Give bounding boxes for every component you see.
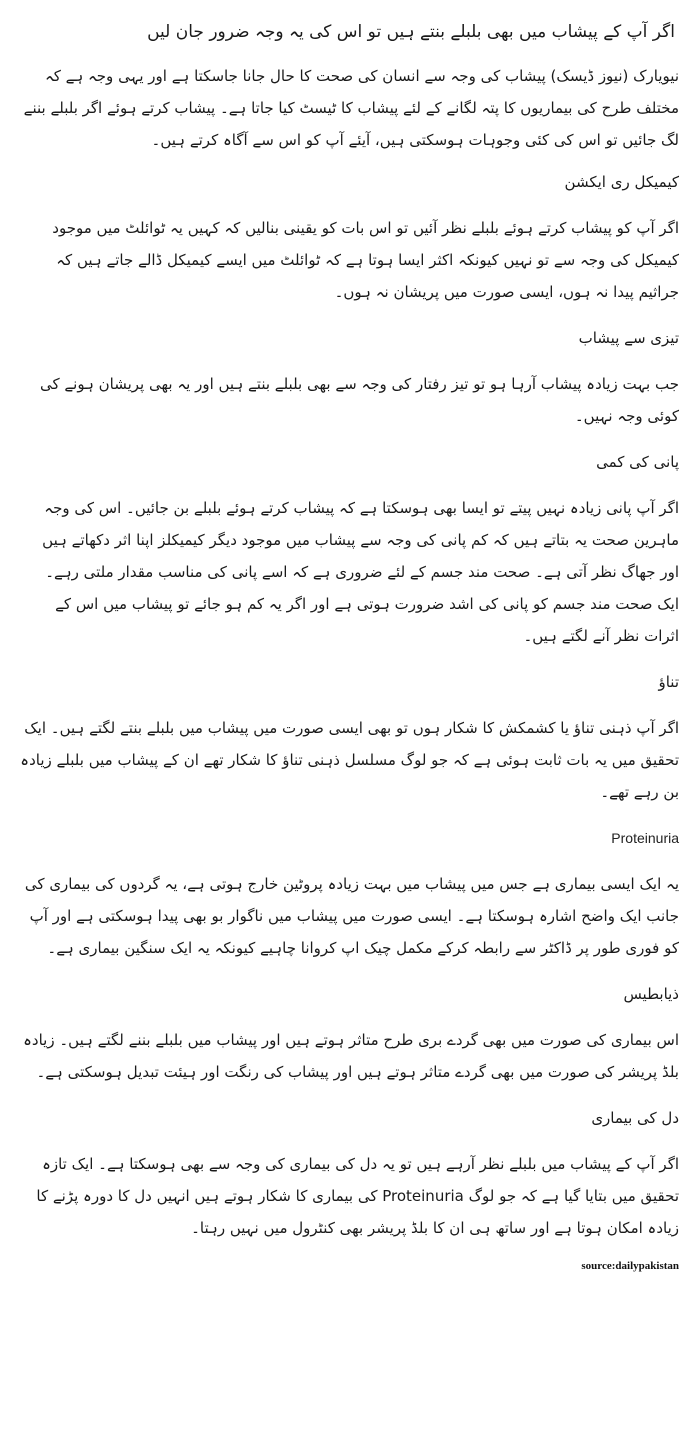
section-dehydration: [20, 448, 679, 652]
section-paragraph: اگر آپ کو پیشاب کرتے ہوئے بلبلے نظر آئیں تو اس بات کو یقینی بنالیں کہ کہیں یہ ٹوائلٹ میں موجود کیمیکل کی وجہ سے تو نہیں کیونکہ اکثر ایسا ہوتا ہے کہ ٹوائلٹ میں ایسے کیمیکل ڈالے جاتے ہیں کہ جراثیم پیدا نہ ہوں، ایسی صورت میں پریشان نہ ہوں۔: [52, 219, 679, 301]
section-heart-disease: [20, 1104, 679, 1244]
section-proteinuria: [20, 824, 679, 964]
section-stress: [20, 668, 679, 808]
section-chemical-reaction: [20, 168, 679, 308]
article-title: اگر آپ کے پیشاب میں بھی بلبلے بنتے ہیں تو اس کی یہ وجہ ضرور جان لیں: [147, 22, 675, 42]
section-heading: Proteinuria: [611, 830, 679, 846]
intro-paragraph: نیویارک (نیوز ڈیسک) پیشاب کی وجہ سے انسان کی صحت کا حال جانا جاسکتا ہے اور یہی وجہ ہے کہ مختلف طرح کی بیماریوں کا پتہ لگانے کے لئے پیشاب کا ٹیسٹ کیا جاتا ہے۔ پیشاب کرتے ہوئے اگر بلبلے بننے لگ جائیں تو اس کی کئی وجوہات ہوسکتی ہیں، آیئے آپ کو اس سے آگاہ کرتے ہیں۔: [23, 67, 679, 149]
section-paragraph: اگر آپ ذہنی تناؤ یا کشمکش کا شکار ہوں تو بھی ایسی صورت میں پیشاب میں بلبلے بنتے لگتے ہیں۔ ایک تحقیق میں یہ بات ثابت ہوئی ہے کہ جو لوگ مسلسل ذہنی تناؤ کا شکار تھے ان کے پیشاب میں بلبلے زیادہ بن رہے تھے۔: [20, 719, 679, 801]
section-paragraph: جب بہت زیادہ پیشاب آرہا ہو تو تیز رفتار کی وجہ سے بھی بلبلے بنتے ہیں اور یہ بھی پریشان ہونے کی کوئی وجہ نہیں۔: [39, 375, 679, 425]
section-paragraph: یہ ایک ایسی بیماری ہے جس میں پیشاب میں بہت زیادہ پروٹین خارج ہوتی ہے، یہ گردوں کی بیماری کی جانب ایک واضح اشارہ ہوسکتا ہے۔ ایسی صورت میں پیشاب میں ناگوار بو بھی پیدا ہوسکتی ہے اور آپ کو فوری طور پر ڈاکٹر سے رابطہ کرکے مکمل چیک اپ کروانا چاہیے کیونکہ یہ ایک سنگین بیماری ہے۔: [24, 875, 679, 957]
source-credit: source:dailypakistan: [581, 1260, 679, 1272]
section-heading: ذیابطیس: [623, 985, 679, 1003]
section-heading: تناؤ: [658, 673, 679, 691]
section-heading: کیمیکل ری ایکشن: [564, 173, 679, 191]
section-paragraph: اگر آپ پانی زیادہ نہیں پیتے تو ایسا بھی ہوسکتا ہے کہ پیشاب کرتے ہوئے بلبلے بن جائیں۔ اس کی وجہ ماہرین صحت یہ بتاتے ہیں کہ کم پانی کی وجہ سے پیشاب میں موجود دیگر کیمیکلز اپنا اثر دکھاتے ہیں اور جھاگ نظر آتی ہے۔ صحت مند جسم کے لئے ضروری ہے کہ اسے پانی کی مناسب مقدار ملتی رہے۔ ایک صحت مند جسم کو پانی کی اشد ضرورت ہوتی ہے اور اگر یہ کم ہو جائے تو پیشاب میں اس کے اثرات نظر آنے لگتے ہیں۔: [42, 499, 679, 645]
section-heading: پانی کی کمی: [596, 453, 679, 471]
section-paragraph: اگر آپ کے پیشاب میں بلبلے نظر آرہے ہیں تو یہ دل کی بیماری کی وجہ سے بھی ہوسکتا ہے۔ ایک تازہ تحقیق میں بتایا گیا ہے کہ جو لوگ Proteinuria کی بیماری کا شکار ہوتے ہیں انہیں دل کا دورہ پڑنے کا زیادہ امکان ہوتا ہے اور ساتھ ہی ان کا بلڈ پریشر بھی کنٹرول میں نہیں رہتا۔: [36, 1155, 679, 1237]
section-fast-urination: [20, 324, 679, 432]
section-heading: دل کی بیماری: [591, 1109, 679, 1127]
section-heading: تیزی سے پیشاب: [578, 329, 679, 347]
section-diabetes: [20, 980, 679, 1088]
section-paragraph: اس بیماری کی صورت میں بھی گردے بری طرح متاثر ہوتے ہیں اور پیشاب میں بلبلے بننے لگتے ہیں۔ زیادہ بلڈ پریشر کی صورت میں بھی گردے متاثر ہوتے ہیں اور پیشاب کی رنگت اور ہیئت تبدیل ہوسکتی ہے۔: [23, 1031, 679, 1081]
